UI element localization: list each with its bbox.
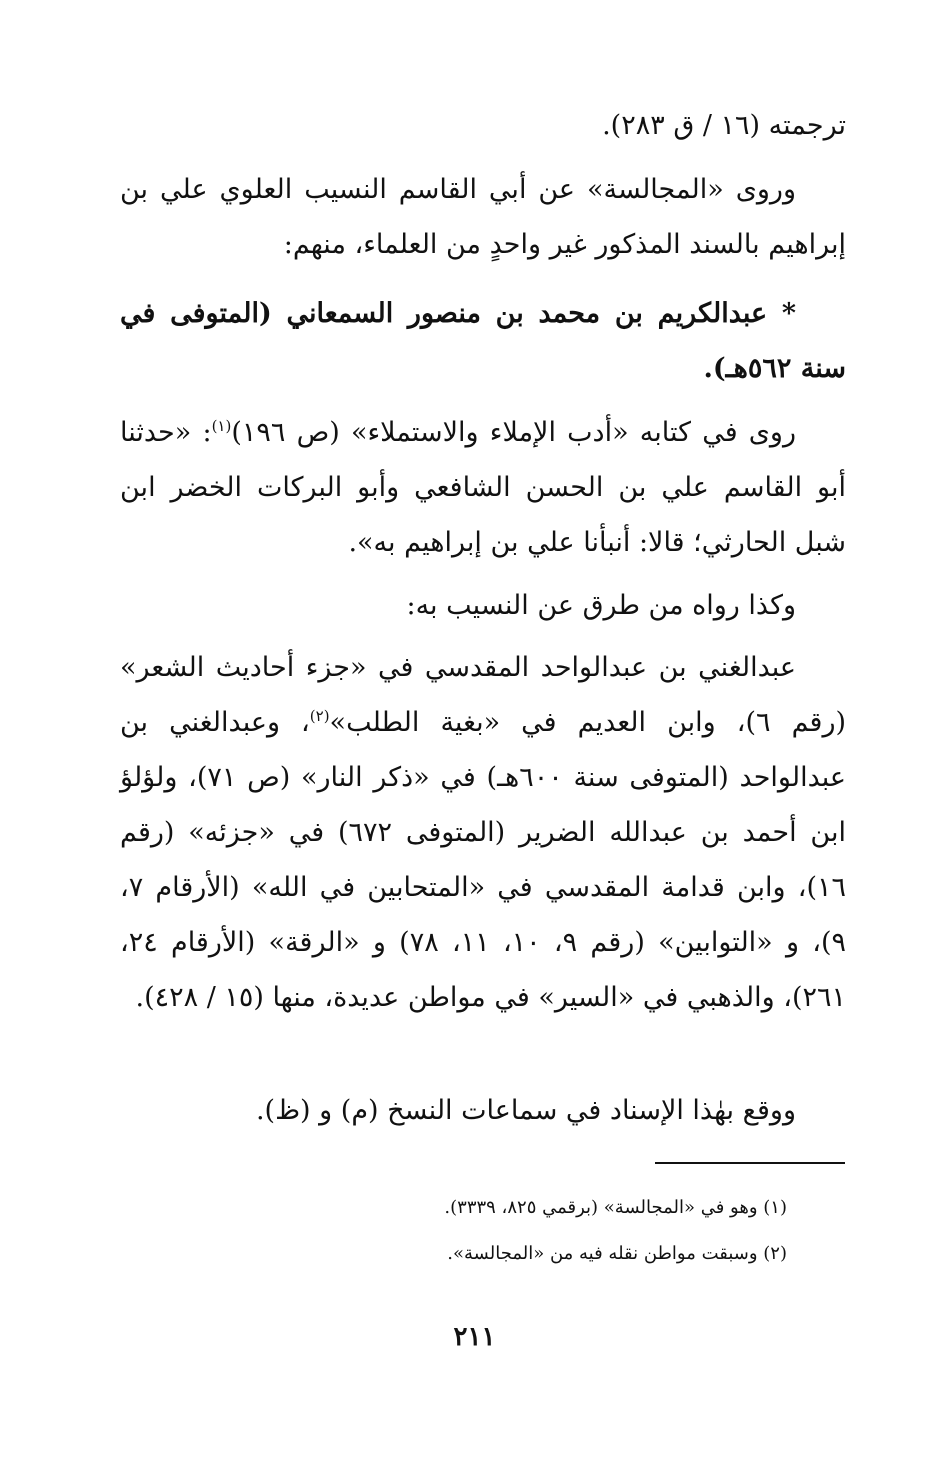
footnote-2: (٢) وسبقت مواطن نقله فيه من «المجالسة». [447, 1243, 787, 1264]
paragraph-other-routes: وكذا رواه من طرق عن النسيب به: [406, 590, 796, 621]
paragraph-translation-ref: ترجمته (١٦ / ق ٢٨٣). [602, 110, 846, 141]
footnote-1: (١) وهو في «المجالسة» (برقمي ٨٢٥، ٣٣٣٩). [444, 1197, 787, 1218]
footnote-separator [655, 1162, 845, 1164]
page-number: ٢١١ [453, 1322, 496, 1352]
paragraph-samani-heading: * عبدالكريم بن محمد بن منصور السمعاني (المتوفى في سنة ٥٦٢هـ). [120, 298, 846, 384]
paragraph-narrators-list: عبدالغني بن عبدالواحد المقدسي في «جزء أحاديث الشعر» (رقم ٦)، وابن العديم في «بغية الطلب»$^{(٢)}$، وعبدالغني بن عبدالواحد (المتوفى سنة ٦٠٠هـ) في «ذكر النار» (ص ٧١)، ولؤلؤ ابن أحمد بن عبدالله الضرير (المتوفى ٦٧٢) في «جزئه» (رقم ١٦)، وابن قدامة المقدسي في «المتحابين في الله» (الأرقام ٧، ٩)، و «التوابين» (رقم ٩، ١٠، ١١، ٧٨) و «الرقة» (الأرقام ٢٤، ٢٦١)، والذهبي في «السير» في مواطن عديدة، منها (١٥ / ٤٢٨). [120, 652, 847, 1013]
paragraph-isnad-occurrence: ووقع بهٰذا الإسناد في سماعات النسخ (م) و (ظ). [255, 1095, 796, 1126]
footnote-ref-2: (٢) [309, 707, 330, 725]
footnote-ref-1: (١) [211, 417, 232, 435]
paragraph-majalisa-narration: وروى «المجالسة» عن أبي القاسم النسيب العلوي علي بن إبراهيم بالسند المذكور غير واحدٍ من العلماء، منهم: [120, 174, 846, 260]
paragraph-adab-imla: روى في كتابه «أدب الإملاء والاستملاء» (ص ١٩٦)$^{(١)}$: «حدثنا أبو القاسم علي بن الحسن الشافعي وأبو البركات الخضر ابن شبل الحارثي؛ قالا: أنبأنا علي بن إبراهيم به». [120, 417, 846, 558]
